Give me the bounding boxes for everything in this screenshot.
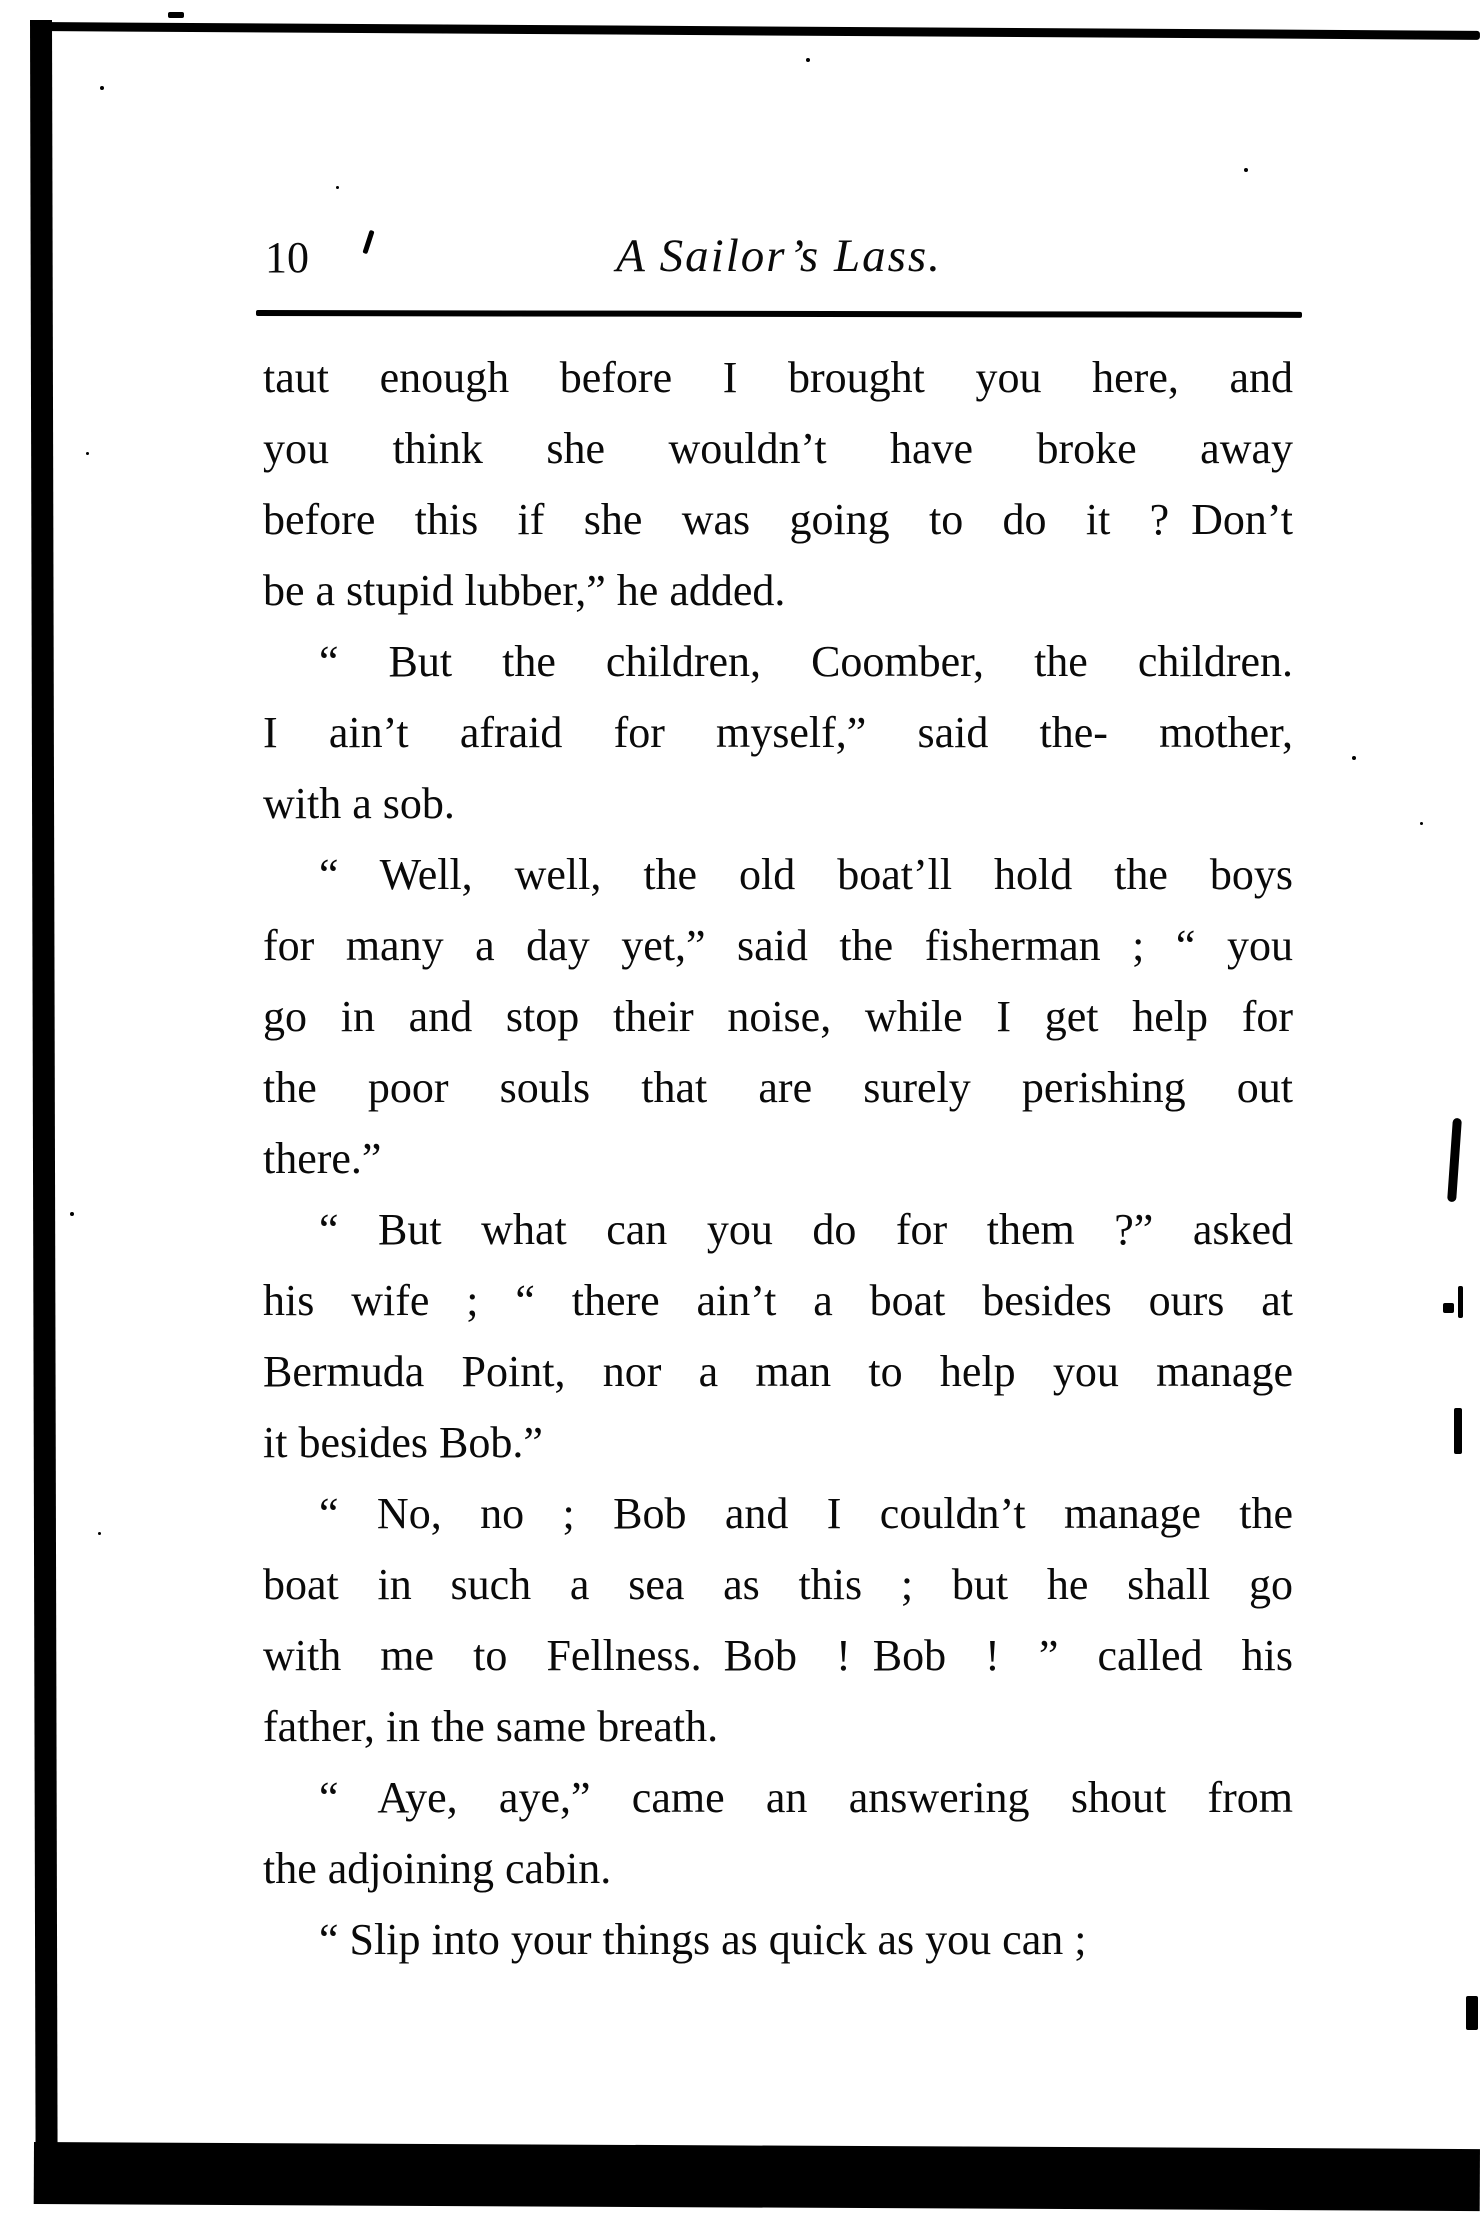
page-number: 10 (265, 233, 309, 282)
scan-speck (1466, 1996, 1478, 2030)
text-line: “ But the children, Coomber, the children. (319, 637, 1293, 686)
body-text (263, 342, 1293, 1975)
text-line: it besides Bob.” (263, 1418, 543, 1467)
text-line: Bermuda Point, nor a man to help you manage (263, 1347, 1293, 1396)
text-line: the adjoining cabin. (263, 1844, 612, 1893)
scan-speck (1352, 756, 1356, 760)
text-line: “ But what can you do for them ?” asked (319, 1205, 1293, 1254)
scan-speck (336, 186, 339, 189)
text-line: “ No, no ; Bob and I couldn’t manage the (319, 1489, 1293, 1538)
binding-edge-bar (30, 20, 58, 2156)
text-line: boat in such a sea as this ; but he shall go (263, 1560, 1293, 1609)
text-line: be a stupid lubber,” he added. (263, 566, 786, 615)
text-line: there.” (263, 1134, 382, 1183)
text-line: his wife ; “ there ain’t a boat besides ours at (263, 1276, 1293, 1325)
scan-speck (1447, 1118, 1462, 1202)
scan-speck (1458, 1286, 1463, 1318)
scan-speck (1244, 168, 1248, 172)
text-line: go in and stop their noise, while I get help for (263, 992, 1293, 1041)
header-rule (256, 310, 1302, 318)
scan-speck (168, 12, 184, 18)
page-bottom-shadow (34, 2142, 1480, 2211)
text-line: “ Aye, aye,” came an answering shout from (319, 1773, 1293, 1822)
scan-speck (86, 452, 89, 455)
page-top-border (34, 22, 1480, 40)
scan-speck (1443, 1303, 1454, 1313)
scan-speck (70, 1212, 74, 1216)
text-line: with me to Fellness. Bob ! Bob ! ” called his (263, 1631, 1293, 1680)
text-line: before this if she was going to do it ? Don’t (263, 495, 1293, 544)
text-line: with a sob. (263, 779, 455, 828)
text-line: taut enough before I brought you here, and (263, 353, 1293, 402)
text-line: the poor souls that are surely perishing out (263, 1063, 1293, 1112)
scan-speck (1420, 822, 1423, 825)
scan-speck (100, 86, 104, 90)
scan-speck (806, 58, 810, 62)
running-title: A Sailor’s Lass. (616, 230, 942, 282)
text-line: “ Slip into your things as quick as you can ; (319, 1915, 1087, 1964)
text-line: you think she wouldn’t have broke away (263, 424, 1293, 473)
text-line: for many a day yet,” said the fisherman ; “ you (263, 921, 1293, 970)
page-header (263, 226, 1295, 290)
text-line: “ Well, well, the old boat’ll hold the boys (319, 850, 1293, 899)
text-line: father, in the same breath. (263, 1702, 719, 1751)
text-line: I ain’t afraid for myself,” said the- mother, (263, 708, 1293, 757)
scan-speck (1454, 1408, 1462, 1454)
scan-speck (98, 1532, 101, 1535)
